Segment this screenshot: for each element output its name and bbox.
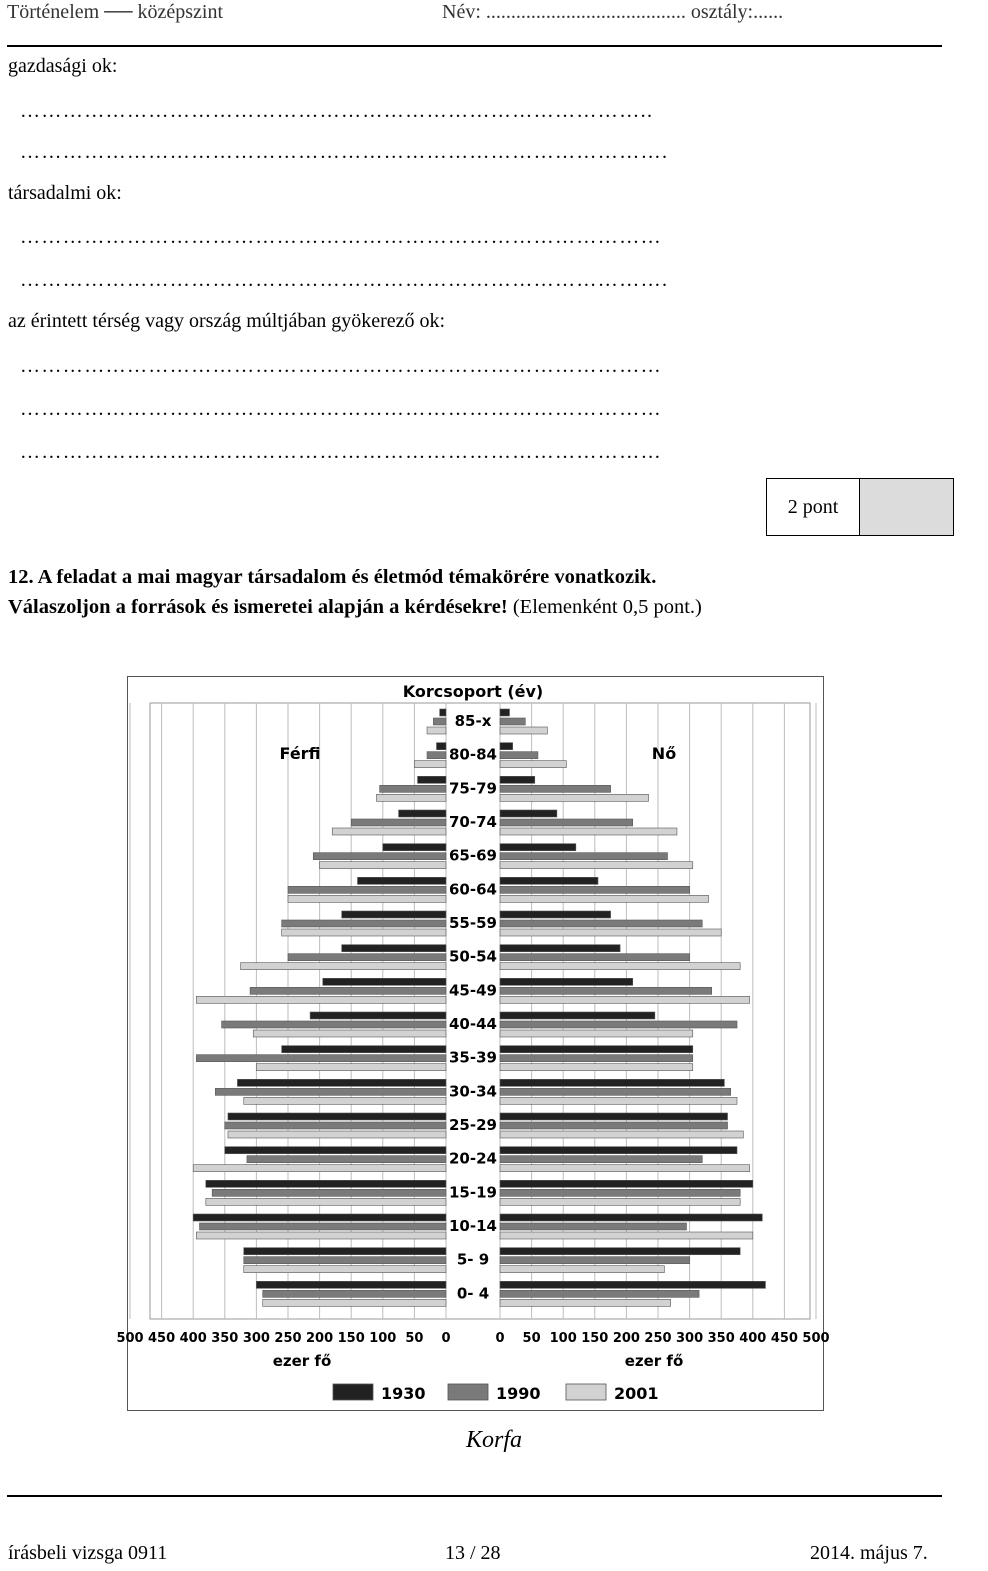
task-statement	[8, 566, 656, 589]
bar-male-1930-8	[323, 978, 446, 985]
population-pyramid-svg	[116, 677, 830, 1412]
task-instruction-bold: Válaszoljon a források és ismeretei alapján a kérdésekre!	[8, 596, 508, 618]
bar-male-2001-5	[288, 895, 446, 902]
tick-right-4: 200	[612, 1331, 640, 1346]
legend-swatch-1930	[333, 1384, 373, 1400]
bar-female-1990-9	[500, 1021, 737, 1028]
header-rule	[7, 45, 942, 47]
exam-date: 2014. május 7.	[810, 1542, 928, 1564]
age-label-8: 45-49	[449, 981, 497, 1000]
bar-male-2001-11	[244, 1097, 446, 1104]
social-reason-label: társadalmi ok:	[8, 182, 122, 204]
bar-male-1990-16	[244, 1257, 446, 1264]
tick-left-8: 400	[179, 1331, 207, 1346]
bar-male-1930-10	[282, 1046, 446, 1053]
bar-female-2001-14	[500, 1198, 740, 1205]
tick-right-5: 250	[644, 1331, 672, 1346]
age-label-11: 30-34	[449, 1082, 497, 1101]
bar-male-2001-4	[320, 862, 446, 869]
bar-male-2001-1	[414, 761, 446, 768]
bar-male-1930-3	[399, 810, 446, 817]
bar-male-1990-14	[212, 1189, 446, 1196]
social-answer-line-2[interactable]: ……………………………………………………………………………….	[20, 269, 669, 291]
bar-female-1930-6	[500, 911, 611, 918]
tick-left-0: 0	[441, 1331, 451, 1346]
bar-male-2001-9	[253, 1030, 446, 1037]
bar-female-2001-9	[500, 1030, 693, 1037]
score-label: 2 pont	[767, 479, 860, 535]
x-axis-label-left: ezer fő	[272, 1352, 332, 1370]
subject-label: Történelem ── középszint	[7, 1, 224, 23]
bar-male-1990-9	[222, 1021, 446, 1028]
bar-male-1930-6	[342, 911, 446, 918]
bar-male-2001-0	[427, 727, 446, 734]
bar-female-2001-3	[500, 828, 677, 835]
bar-male-1930-11	[237, 1079, 446, 1086]
age-label-16: 5- 9	[456, 1250, 490, 1269]
bar-male-1990-13	[247, 1156, 446, 1163]
bar-male-2001-15	[196, 1232, 446, 1239]
bar-male-2001-10	[256, 1064, 446, 1071]
bar-male-2001-14	[206, 1198, 446, 1205]
bar-male-2001-16	[244, 1266, 446, 1273]
bar-female-2001-16	[500, 1266, 664, 1273]
bar-female-1930-1	[500, 743, 513, 750]
bar-female-1990-6	[500, 920, 702, 927]
bar-female-1990-0	[500, 718, 525, 725]
bar-male-1930-5	[358, 877, 446, 884]
score-entry-cell[interactable]	[860, 479, 953, 535]
bar-male-2001-13	[193, 1165, 446, 1172]
bar-female-1930-16	[500, 1248, 740, 1255]
bar-female-2001-12	[500, 1131, 743, 1138]
bar-female-1930-9	[500, 1012, 655, 1019]
bar-female-1930-0	[500, 709, 509, 716]
age-label-9: 40-44	[449, 1015, 497, 1033]
bar-male-1990-3	[351, 819, 446, 826]
bar-male-1930-14	[206, 1180, 446, 1187]
bar-female-2001-5	[500, 895, 709, 902]
economic-reason-label: gazdasági ok:	[8, 55, 118, 77]
tick-left-1: 50	[405, 1331, 424, 1346]
bar-male-1990-2	[380, 785, 446, 792]
economic-answer-line-1[interactable]: ……………………………………………………………………………..	[20, 100, 654, 122]
figure-caption: Korfa	[465, 1427, 522, 1453]
bar-male-1930-1	[437, 743, 446, 750]
female-label: Nő	[651, 744, 677, 763]
historical-reason-label: az érintett térség vagy ország múltjában gyökerező ok:	[8, 310, 446, 332]
task-points-note: (Elemenként 0,5 pont.)	[507, 596, 702, 618]
tick-left-6: 300	[242, 1331, 270, 1346]
bar-male-1930-16	[244, 1248, 446, 1255]
footer-rule	[7, 1495, 942, 1497]
tick-left-4: 200	[306, 1331, 334, 1346]
age-label-7: 50-54	[449, 947, 497, 966]
bar-male-1930-2	[418, 776, 446, 783]
tick-left-7: 350	[211, 1331, 239, 1346]
bar-male-1930-9	[310, 1012, 446, 1019]
bar-female-2001-11	[500, 1097, 737, 1104]
bar-male-1990-10	[196, 1055, 446, 1062]
bar-female-2001-13	[500, 1165, 750, 1172]
age-label-2: 75-79	[449, 779, 497, 798]
legend-label-1930: 1930	[381, 1384, 426, 1403]
bar-female-2001-2	[500, 794, 649, 801]
bar-female-2001-6	[500, 929, 721, 936]
task-intro: 12. A feladat a mai magyar társadalom és életmód témakörére vonatkozik.	[8, 566, 657, 588]
male-label: Férfi	[279, 744, 321, 763]
bar-male-1930-15	[193, 1214, 446, 1221]
bar-female-2001-17	[500, 1299, 671, 1306]
bar-female-1930-13	[500, 1147, 737, 1154]
tick-right-7: 350	[707, 1331, 735, 1346]
tick-right-3: 150	[581, 1331, 609, 1346]
bar-male-2001-7	[241, 963, 446, 970]
historical-answer-line-2[interactable]: ………………………………………………………………………………	[20, 398, 662, 420]
bar-female-2001-1	[500, 761, 566, 768]
bar-male-1930-7	[342, 945, 446, 952]
bar-female-2001-4	[500, 862, 693, 869]
bar-female-1990-7	[500, 954, 690, 961]
population-pyramid-chart	[116, 676, 830, 1411]
bar-male-1990-1	[427, 752, 446, 759]
legend-label-2001: 2001	[614, 1384, 659, 1403]
tick-right-6: 300	[676, 1331, 704, 1346]
legend-swatch-1990	[448, 1384, 488, 1400]
age-label-1: 80-84	[449, 745, 497, 764]
legend-swatch-2001	[566, 1384, 606, 1400]
age-label-6: 55-59	[449, 914, 497, 932]
bar-female-1930-15	[500, 1214, 762, 1221]
bar-male-1990-6	[282, 920, 446, 927]
bar-female-2001-0	[500, 727, 547, 734]
bar-male-1930-17	[256, 1281, 446, 1288]
tick-left-10: 500	[116, 1331, 144, 1346]
bar-female-1930-17	[500, 1281, 765, 1288]
bar-female-2001-7	[500, 963, 740, 970]
bar-female-1930-3	[500, 810, 557, 817]
historical-answer-line-3[interactable]: ………………………………………………………………………………	[20, 441, 662, 463]
social-answer-line-1[interactable]: ………………………………………………………………………………	[20, 226, 662, 248]
bar-male-2001-17	[263, 1299, 446, 1306]
bar-male-1930-0	[440, 709, 446, 716]
age-label-15: 10-14	[449, 1217, 497, 1235]
tick-left-3: 150	[337, 1331, 365, 1346]
bar-female-1990-14	[500, 1189, 740, 1196]
bar-male-1990-17	[263, 1290, 446, 1297]
bar-female-1990-17	[500, 1290, 699, 1297]
bar-female-1990-15	[500, 1223, 686, 1230]
age-label-17: 0- 4	[456, 1284, 490, 1303]
page-header	[0, 0, 960, 50]
bar-female-2001-8	[500, 996, 750, 1003]
bar-male-1990-15	[200, 1223, 446, 1230]
bar-female-1990-5	[500, 886, 690, 893]
tick-right-1: 50	[522, 1331, 541, 1346]
bar-male-1990-7	[288, 954, 446, 961]
task-instructions	[8, 596, 702, 619]
economic-answer-line-2[interactable]: ……………………………………………………………………………….	[20, 141, 669, 163]
bar-male-1990-0	[433, 718, 446, 725]
tick-right-9: 450	[770, 1331, 798, 1346]
age-label-3: 70-74	[449, 813, 497, 831]
bar-female-2001-15	[500, 1232, 753, 1239]
age-label-0: 85-x	[454, 712, 492, 730]
bar-female-2001-10	[500, 1064, 693, 1071]
bar-female-1930-4	[500, 844, 576, 851]
bar-male-1990-12	[225, 1122, 446, 1129]
bar-male-2001-2	[376, 794, 446, 801]
age-label-10: 35-39	[449, 1048, 497, 1067]
bar-male-1930-12	[228, 1113, 446, 1120]
bar-female-1930-7	[500, 945, 620, 952]
bar-male-1930-4	[383, 844, 446, 851]
tick-left-9: 450	[148, 1331, 176, 1346]
age-label-5: 60-64	[449, 880, 497, 899]
bar-female-1930-10	[500, 1046, 693, 1053]
age-label-14: 15-19	[449, 1183, 497, 1202]
bar-female-1990-11	[500, 1088, 731, 1095]
bar-male-1990-4	[313, 853, 446, 860]
tick-right-0: 0	[495, 1331, 505, 1346]
bar-male-1990-5	[288, 886, 446, 893]
bar-male-1990-11	[215, 1088, 446, 1095]
bar-female-1990-2	[500, 785, 611, 792]
bar-female-1990-13	[500, 1156, 702, 1163]
bar-female-1990-16	[500, 1257, 690, 1264]
bar-female-1990-4	[500, 853, 667, 860]
historical-answer-line-1[interactable]: ………………………………………………………………………………	[20, 355, 662, 377]
bar-female-1990-10	[500, 1055, 693, 1062]
tick-left-2: 100	[369, 1331, 397, 1346]
bar-female-1930-5	[500, 877, 598, 884]
tick-right-10: 500	[802, 1331, 830, 1346]
exam-code: írásbeli vizsga 0911	[8, 1542, 168, 1564]
bar-female-1990-12	[500, 1122, 728, 1129]
x-axis-label-right: ezer fő	[624, 1352, 684, 1370]
name-class-field: Név: ........................................ osztály:......	[442, 1, 784, 23]
chart-title: Korcsoport (év)	[402, 682, 544, 701]
bar-male-1990-8	[250, 987, 446, 994]
bar-male-1930-13	[225, 1147, 446, 1154]
bar-female-1930-11	[500, 1079, 724, 1086]
bar-male-2001-12	[228, 1131, 446, 1138]
bar-female-1990-1	[500, 752, 538, 759]
age-label-13: 20-24	[449, 1149, 497, 1168]
tick-right-2: 100	[549, 1331, 577, 1346]
age-label-12: 25-29	[449, 1116, 497, 1134]
age-label-4: 65-69	[449, 846, 497, 865]
tick-right-8: 400	[739, 1331, 767, 1346]
bar-male-2001-8	[196, 996, 446, 1003]
bar-female-1990-3	[500, 819, 633, 826]
tick-left-5: 250	[274, 1331, 302, 1346]
bar-male-2001-6	[282, 929, 446, 936]
bar-female-1930-2	[500, 776, 535, 783]
legend-label-1990: 1990	[496, 1384, 541, 1403]
bar-female-1930-12	[500, 1113, 728, 1120]
bar-male-2001-3	[332, 828, 446, 835]
score-box	[766, 478, 954, 536]
bar-female-1930-8	[500, 978, 633, 985]
bar-female-1990-8	[500, 987, 712, 994]
bar-female-1930-14	[500, 1180, 753, 1187]
page-number: 13 / 28	[445, 1542, 501, 1564]
